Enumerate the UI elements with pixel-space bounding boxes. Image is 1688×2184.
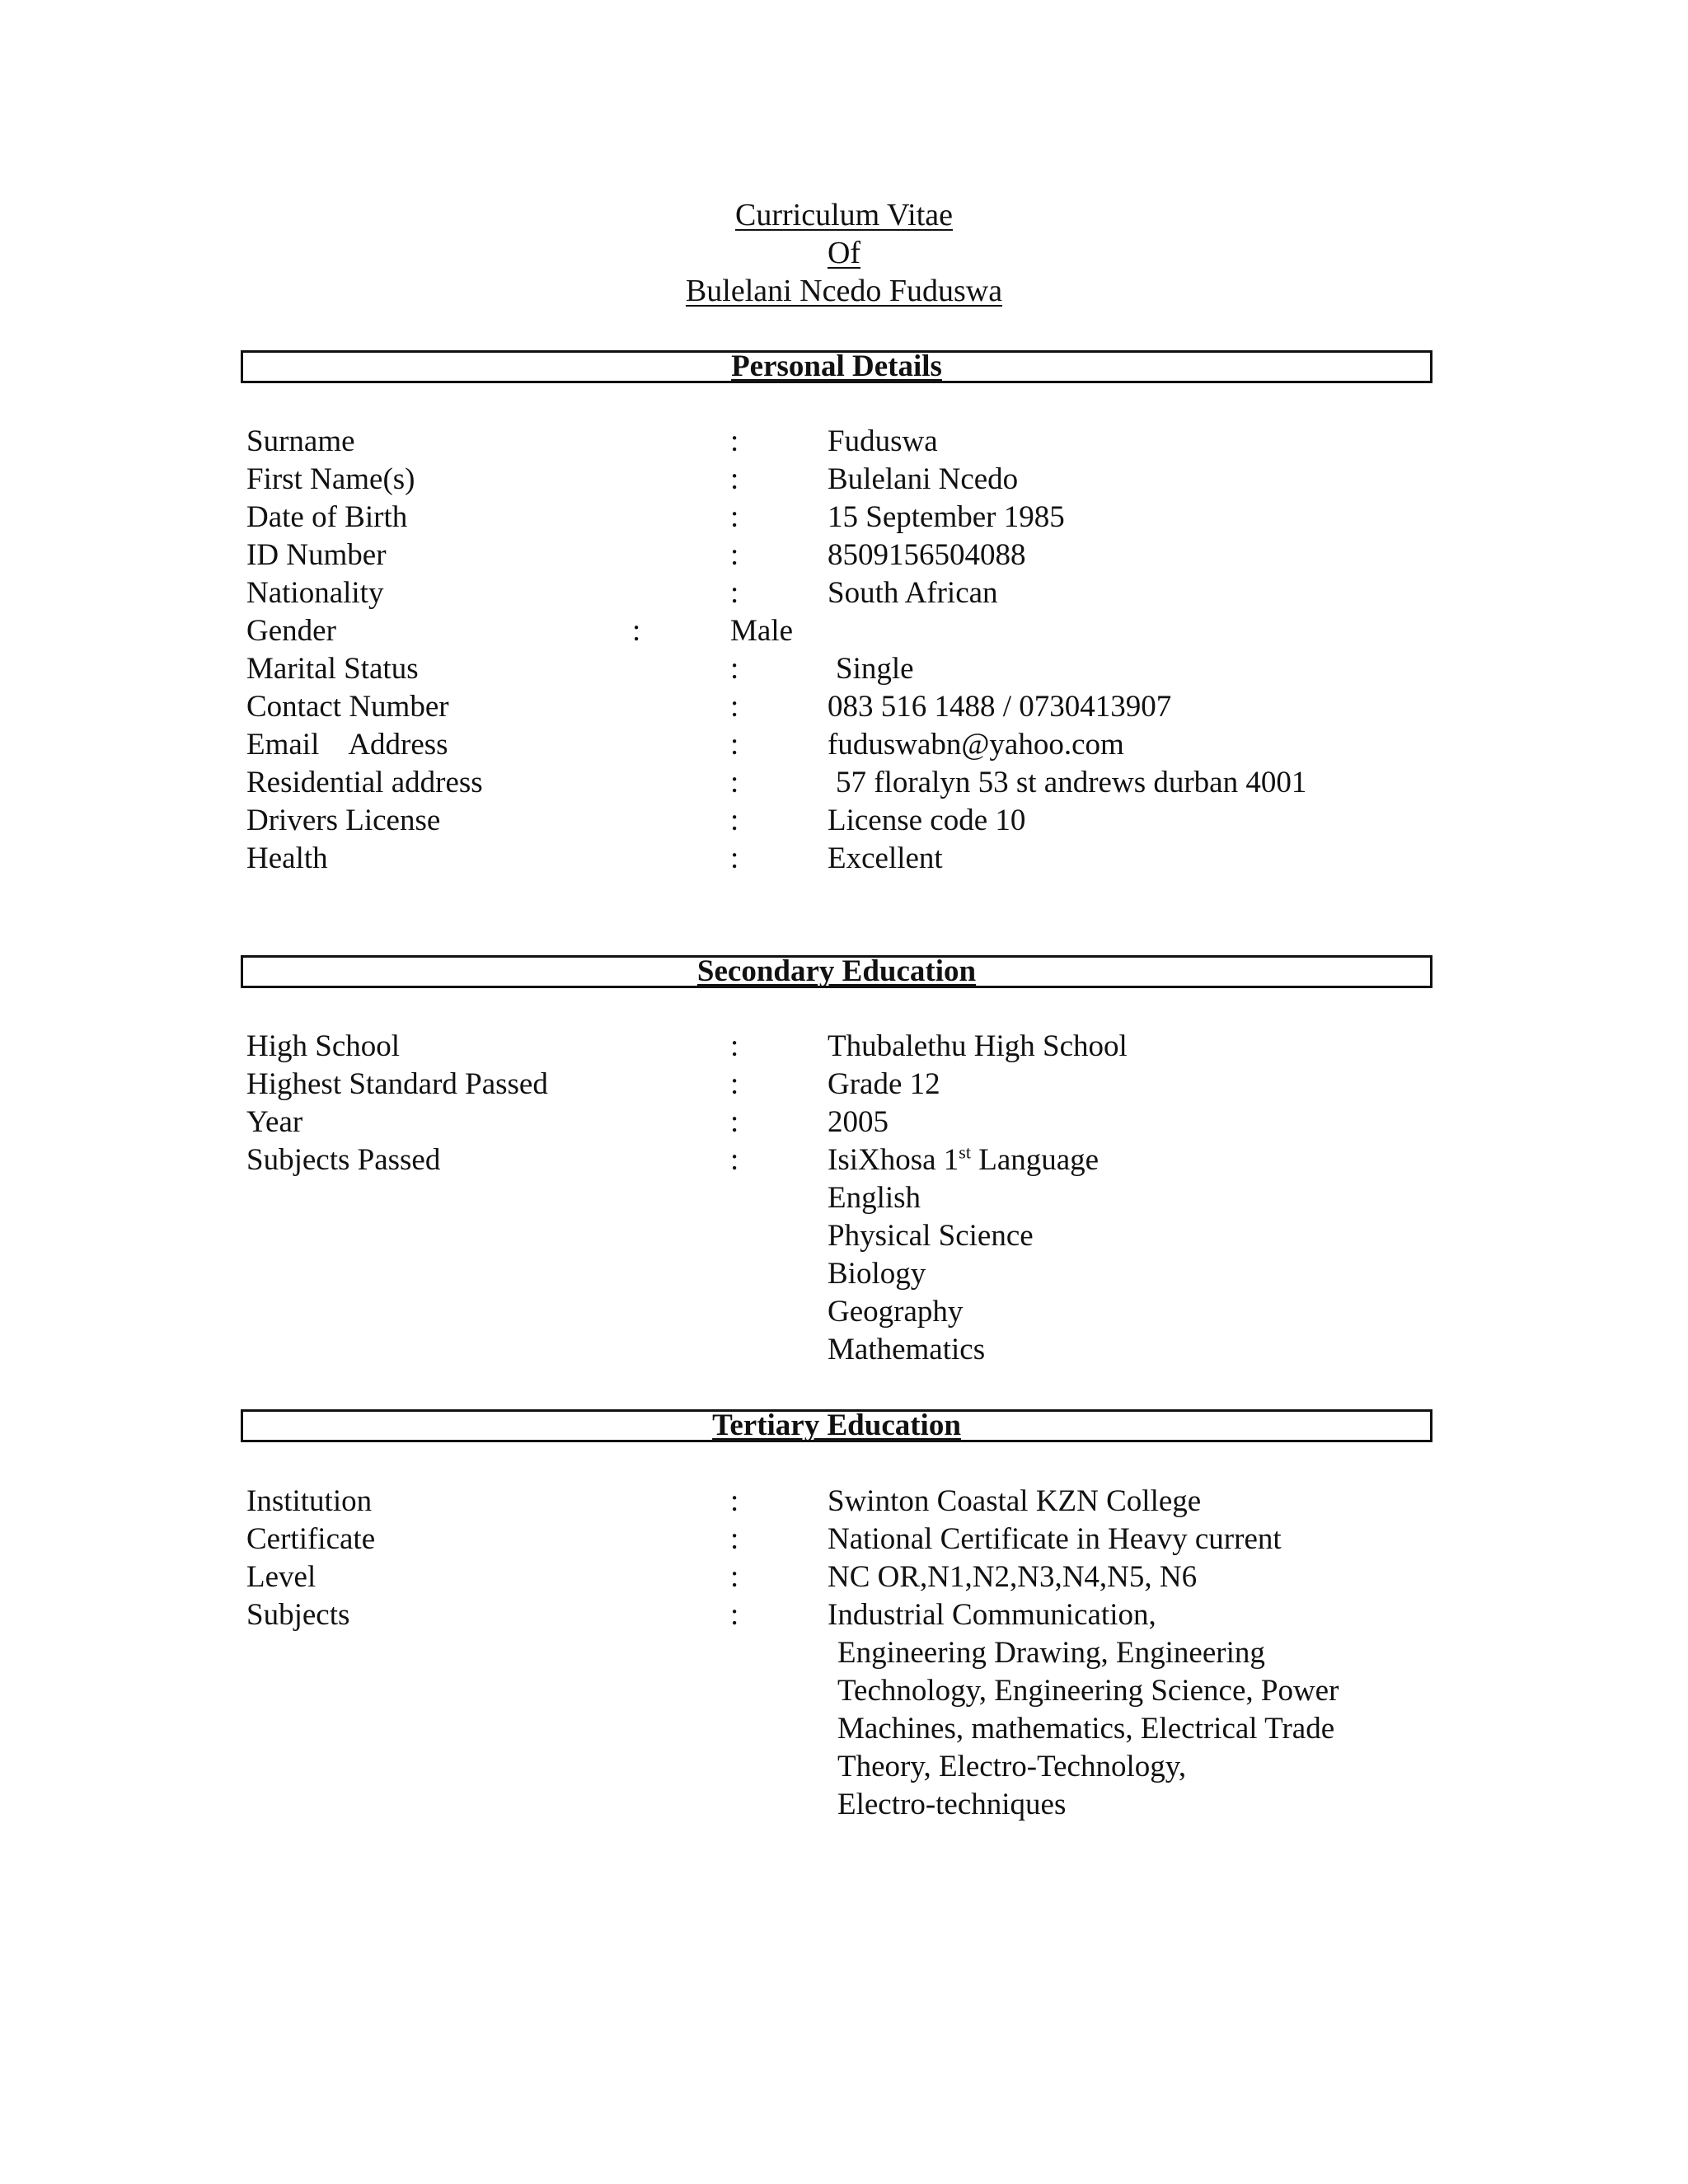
detail-row-first-names [0,461,1688,499]
detail-value: 15 September 1985 [828,500,1065,534]
detail-colon: : [730,1598,739,1632]
detail-colon: : [730,424,739,458]
section-heading-text: Personal Details [731,349,942,383]
detail-row-date-of-birth [0,499,1688,537]
detail-value: Excellent [828,841,943,875]
detail-row-highest-standard [0,1066,1688,1104]
detail-label: Residential address [246,766,483,799]
detail-label: ID Number [246,538,387,572]
detail-colon: : [730,728,739,762]
superscript-st: st [959,1141,971,1163]
detail-value: License code 10 [828,804,1026,837]
subject-item: Geography [828,1295,964,1329]
detail-value: 8509156504088 [828,538,1026,572]
detail-row-subjects [0,1596,1688,1634]
detail-value: Bulelani Ncedo [828,462,1019,496]
subject-item: Physical Science [828,1219,1034,1253]
title-line-name: Bulelani Ncedo Fuduswa [685,274,1003,308]
detail-colon: : [730,841,739,875]
detail-label: First Name(s) [246,462,415,496]
detail-row-gender [0,612,1688,650]
detail-colon: : [730,1560,739,1594]
detail-colon: : [730,804,739,837]
detail-label: Subjects [246,1598,350,1632]
subject-item: Mathematics [828,1333,986,1366]
title-line-cv: Curriculum Vitae [734,198,953,232]
section-heading-personal-details [241,350,1432,383]
detail-label: Date of Birth [246,500,408,534]
detail-row-health [0,840,1688,878]
subject-text: IsiXhosa 1 [828,1143,959,1177]
detail-row-level [0,1558,1688,1596]
detail-value: National Certificate in Heavy current [828,1522,1282,1556]
detail-label: Gender [246,614,336,648]
detail-label: Certificate [246,1522,376,1556]
detail-row-drivers-license [0,802,1688,840]
detail-colon: : [730,500,739,534]
detail-row-surname [0,423,1688,461]
detail-value: Swinton Coastal KZN College [828,1484,1202,1518]
subject-item: Biology [828,1257,926,1291]
detail-label: Nationality [246,576,384,610]
detail-label: Email Address [246,728,448,762]
detail-value: NC OR,N1,N2,N3,N4,N5, N6 [828,1560,1198,1594]
detail-row-high-school [0,1028,1688,1066]
detail-colon: : [632,614,641,648]
detail-value: 57 floralyn 53 st andrews durban 4001 [836,766,1307,799]
detail-label: Year [246,1105,303,1139]
section-heading-text: Tertiary Education [712,1408,961,1442]
detail-value [828,1141,1099,1179]
detail-row-email-address [0,726,1688,764]
detail-colon: : [730,462,739,496]
subject-text-rest: Language [970,1143,1100,1177]
detail-label: Health [246,841,328,875]
detail-value: Single [836,652,914,686]
subjects-continued-line: Electro-techniques [837,1788,1067,1821]
document-title [0,196,1688,310]
detail-label: Drivers License [246,804,441,837]
detail-row-subjects-passed [0,1141,1688,1179]
detail-label: Contact Number [246,690,449,724]
detail-colon: : [730,766,739,799]
detail-colon: : [730,538,739,572]
subjects-continued-line: Machines, mathematics, Electrical Trade [837,1712,1335,1746]
section-heading-text: Secondary Education [696,954,977,988]
detail-label: Highest Standard Passed [246,1067,548,1101]
subject-item: English [828,1181,921,1215]
subjects-continued-line: Technology, Engineering Science, Power [837,1674,1339,1708]
title-line-of: Of [827,236,861,270]
detail-colon: : [730,1484,739,1518]
detail-label: Subjects Passed [246,1143,441,1177]
detail-value: Grade 12 [828,1067,940,1101]
detail-row-id-number [0,537,1688,574]
detail-label: High School [246,1029,401,1063]
detail-value: 083 516 1488 / 0730413907 [828,690,1172,724]
subjects-continued-line: Engineering Drawing, Engineering [837,1636,1265,1670]
detail-colon: : [730,690,739,724]
section-heading-tertiary-education [241,1409,1432,1442]
detail-colon: : [730,1143,739,1177]
detail-row-nationality [0,574,1688,612]
detail-label: Surname [246,424,355,458]
detail-value: 2005 [828,1105,889,1139]
detail-row-institution [0,1483,1688,1521]
section-heading-secondary-education [241,955,1432,988]
detail-row-contact-number [0,688,1688,726]
detail-colon: : [730,1067,739,1101]
detail-row-residential-address [0,764,1688,802]
detail-label: Marital Status [246,652,419,686]
detail-row-year [0,1104,1688,1141]
detail-value: South African [828,576,998,610]
detail-colon: : [730,1105,739,1139]
detail-row-marital-status [0,650,1688,688]
detail-colon: : [730,576,739,610]
detail-colon: : [730,652,739,686]
detail-value: Thubalethu High School [828,1029,1128,1063]
detail-colon: : [730,1522,739,1556]
detail-value: fuduswabn@yahoo.com [828,728,1124,762]
detail-label: Institution [246,1484,373,1518]
detail-row-certificate [0,1521,1688,1558]
detail-value: Male [730,614,794,648]
subjects-continued-line: Theory, Electro-Technology, [837,1750,1187,1783]
detail-label: Level [246,1560,316,1594]
detail-colon: : [730,1029,739,1063]
detail-value: Fuduswa [828,424,938,458]
detail-value: Industrial Communication, [828,1598,1156,1632]
